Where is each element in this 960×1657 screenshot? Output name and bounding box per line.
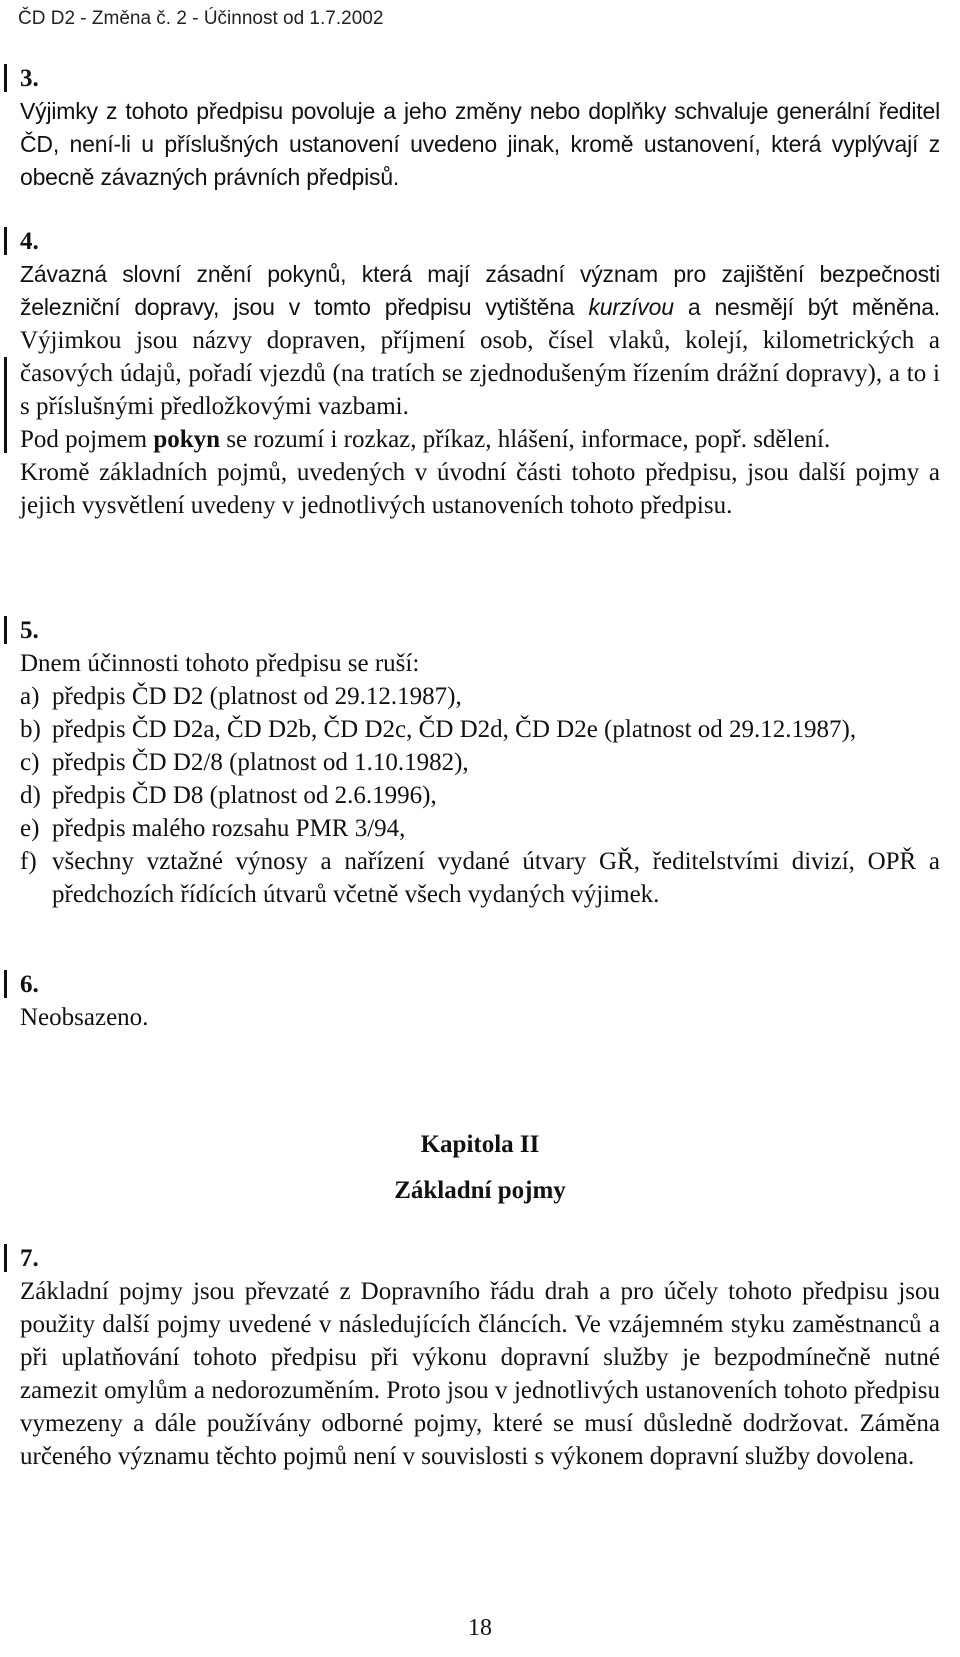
article-7 bbox=[20, 1242, 940, 1473]
page-number: 18 bbox=[468, 1615, 492, 1641]
list-item: c) předpis ČD D2/8 (platnost od 1.10.1982), bbox=[20, 749, 469, 776]
article-number: 7. bbox=[20, 1245, 39, 1272]
article-number: 5. bbox=[20, 617, 39, 644]
chapter-subtitle: Základní pojmy bbox=[394, 1177, 566, 1204]
change-bar bbox=[4, 970, 7, 998]
bold-term: pokyn bbox=[153, 426, 221, 453]
change-bar bbox=[4, 64, 7, 92]
italic-emphasis: kurzívou bbox=[588, 294, 674, 320]
list-item: e) předpis malého rozsahu PMR 3/94, bbox=[20, 815, 406, 842]
article-paragraph-1: Závazná slovní znění pokynů, která mají zásadní význam pro zajištění bezpečnosti železniční dopravy, jsou v tomto předpisu vytištěna kurzívou a nesmějí být měněna. Výjimkou jsou názvy dopraven, příjmení osob, čísel vlaků, kolejí, kilometrických a časových údajů, pořadí vjezdů (na tratích se zjednodušeným řízením drážní dopravy), a to i s příslušnými předložkovými vazbami. bbox=[20, 261, 940, 420]
change-bar bbox=[4, 227, 7, 255]
change-bar bbox=[4, 357, 7, 453]
article-4 bbox=[20, 225, 940, 522]
change-bar bbox=[4, 616, 7, 644]
list-item: f) všechny vztažné výnosy a nařízení vydané útvary GŘ, ředitelstvími divizí, OPŘ a předchozích řídících útvarů včetně všech vydaných výjimek. bbox=[20, 848, 940, 908]
article-text: Základní pojmy jsou převzaté z Dopravního řádu drah a pro účely tohoto předpisu jsou použity další pojmy uvedené v následujících článcích. Ve vzájemném styku zaměstnanců a při uplatňování tohoto předpisu při výkonu dopravní služby je bezpodmínečně nutné zamezit omylům a nedorozuměním. Proto jsou v jednotlivých ustanoveních tohoto předpisu vymezeny a dále používány odborné pojmy, které se musí důsledně dodržovat. Záměna určeného významu těchto pojmů není v souvislosti s výkonem dopravní služby dovolena. bbox=[20, 1278, 940, 1470]
article-number: 3. bbox=[20, 65, 39, 92]
repealed-list bbox=[20, 680, 940, 911]
chapter-title: Kapitola II bbox=[420, 1131, 540, 1158]
article-paragraph-3: Kromě základních pojmů, uvedených v úvodní části tohoto předpisu, jsou další pojmy a jejich vysvětlení uvedeny v jednotlivých ustanoveních tohoto předpisu. bbox=[20, 459, 940, 519]
article-number: 4. bbox=[20, 228, 39, 255]
article-5 bbox=[20, 614, 940, 911]
list-item: d) předpis ČD D8 (platnost od 2.6.1996), bbox=[20, 782, 437, 809]
change-bar bbox=[4, 1244, 7, 1272]
article-text: Výjimky z tohoto předpisu povoluje a jeho změny nebo doplňky schvaluje generální ředitel ČD, není-li u příslušných ustanovení uvedeno jinak, kromě ustanovení, která vyplývají z obecně závazných právních předpisů. bbox=[20, 98, 940, 190]
article-intro: Dnem účinnosti tohoto předpisu se ruší: bbox=[20, 650, 420, 677]
list-item: b) předpis ČD D2a, ČD D2b, ČD D2c, ČD D2d, ČD D2e (platnost od 29.12.1987), bbox=[20, 716, 857, 743]
article-text: Neobsazeno. bbox=[20, 1004, 149, 1031]
article-number: 6. bbox=[20, 971, 39, 998]
article-6 bbox=[20, 968, 940, 1034]
list-item: a) předpis ČD D2 (platnost od 29.12.1987), bbox=[20, 683, 462, 710]
page-header: ČD D2 - Změna č. 2 - Účinnost od 1.7.2002 bbox=[18, 8, 384, 29]
article-paragraph-2: Pod pojmem pokyn se rozumí i rozkaz, příkaz, hlášení, informace, popř. sdělení. bbox=[20, 426, 831, 453]
article-3 bbox=[20, 62, 940, 194]
